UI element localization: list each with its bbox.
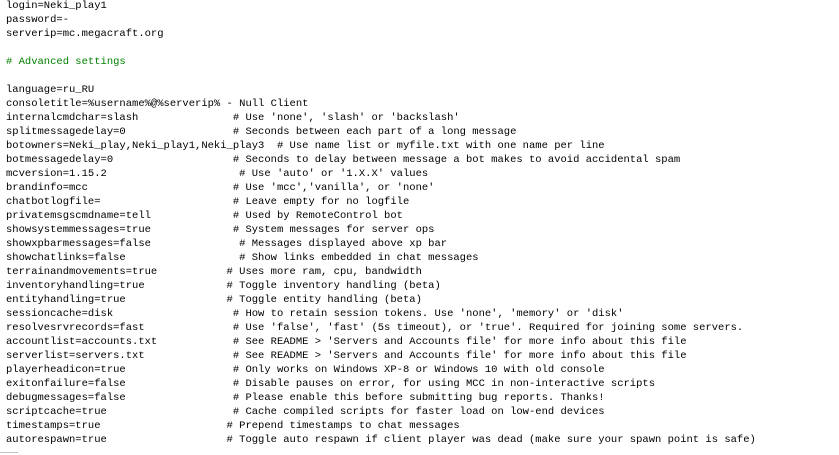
- config-line[interactable]: showsystemmessages=true # System messages for server ops: [6, 224, 435, 236]
- config-line[interactable]: terrainandmovements=true # Uses more ram, cpu, bandwidth: [6, 266, 422, 278]
- config-line[interactable]: language=ru_RU: [6, 84, 95, 96]
- config-line[interactable]: consoletitle=%username%@%serverip% - Null Client: [6, 98, 309, 110]
- config-line[interactable]: inventoryhandling=true # Toggle inventory handling (beta): [6, 280, 441, 292]
- config-line[interactable]: brandinfo=mcc # Use 'mcc','vanilla', or 'none': [6, 182, 435, 194]
- config-line[interactable]: autorespawn=true # Toggle auto respawn if client player was dead (make sure your spawn point is safe): [6, 434, 756, 446]
- config-line[interactable]: login=Neki_play1: [6, 0, 107, 12]
- config-line[interactable]: timestamps=true # Prepend timestamps to chat messages: [6, 420, 460, 432]
- config-line[interactable]: botmessagedelay=0 # Seconds to delay between message a bot makes to avoid accidental spam: [6, 154, 681, 166]
- config-line[interactable]: privatemsgscmdname=tell # Used by RemoteControl bot: [6, 210, 403, 222]
- config-line[interactable]: exitonfailure=false # Disable pauses on error, for using MCC in non-interactive scripts: [6, 378, 656, 390]
- bottom-divider: [0, 452, 18, 453]
- config-line[interactable]: accountlist=accounts.txt # See README > 'Servers and Accounts file' for more info about this file: [6, 336, 687, 348]
- config-line[interactable]: scriptcache=true # Cache compiled scripts for faster load on low-end devices: [6, 406, 605, 418]
- config-line[interactable]: chatbotlogfile= # Leave empty for no logfile: [6, 196, 410, 208]
- config-line[interactable]: splitmessagedelay=0 # Seconds between each part of a long message: [6, 126, 517, 138]
- config-line[interactable]: entityhandling=true # Toggle entity handling (beta): [6, 294, 422, 306]
- config-line[interactable]: [6, 69, 836, 83]
- config-text-editor[interactable]: [6, 0, 836, 447]
- config-line[interactable]: resolvesrvrecords=fast # Use 'false', 'fast' (5s timeout), or 'true'. Required for joining some servers.: [6, 322, 744, 334]
- config-line[interactable]: showxpbarmessages=false # Messages displayed above xp bar: [6, 238, 448, 250]
- config-line[interactable]: sessioncache=disk # How to retain session tokens. Use 'none', 'memory' or 'disk': [6, 308, 624, 320]
- config-line[interactable]: botowners=Neki_play,Neki_play1,Neki_play3 # Use name list or myfile.txt with one name per line: [6, 140, 605, 152]
- section-comment-line[interactable]: # Advanced settings: [6, 56, 126, 68]
- config-line[interactable]: showchatlinks=false # Show links embedded in chat messages: [6, 252, 479, 264]
- config-line[interactable]: serverip=mc.megacraft.org: [6, 28, 164, 40]
- config-line[interactable]: password=-: [6, 14, 70, 26]
- config-line[interactable]: [6, 41, 836, 55]
- config-line[interactable]: debugmessages=false # Please enable this before submitting bug reports. Thanks!: [6, 392, 605, 404]
- config-line[interactable]: playerheadicon=true # Only works on Windows XP-8 or Windows 10 with old console: [6, 364, 605, 376]
- config-line[interactable]: internalcmdchar=slash # Use 'none', 'slash' or 'backslash': [6, 112, 460, 124]
- config-line[interactable]: serverlist=servers.txt # See README > 'Servers and Accounts file' for more info about this file: [6, 350, 687, 362]
- config-line[interactable]: mcversion=1.15.2 # Use 'auto' or '1.X.X' values: [6, 168, 429, 180]
